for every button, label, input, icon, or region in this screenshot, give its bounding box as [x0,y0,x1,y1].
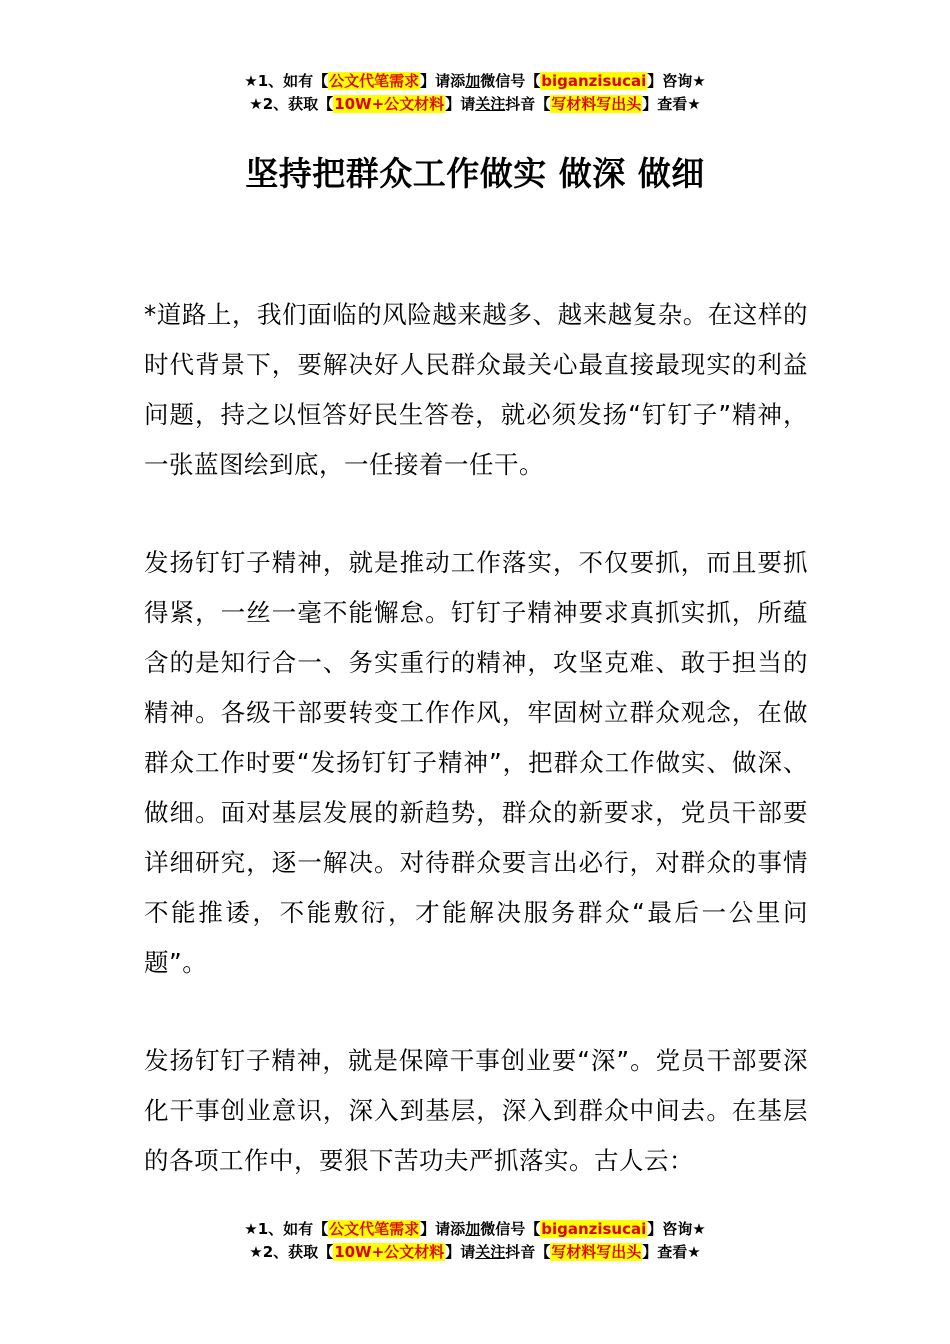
banner-line-1: ★1、如有【公文代笔需求】请添加微信号【biganzisucai】咨询★ [244,1220,706,1238]
highlight-materials: 10W+公文材料 [334,95,445,113]
document-body [144,290,808,1234]
highlight-writing-service: 公文代笔需求 [329,1220,420,1238]
banner-line-2: ★2、获取【10W+公文材料】请关注抖音【写材料写出头】查看★ [249,1243,701,1261]
paragraph: 发扬钉钉子精神，就是推动工作落实，不仅要抓，而且要抓得紧，一丝一毫不能懈怠。钉钉子精神要求真抓实抓，所蕴含的是知行合一、务实重行的精神，攻坚克难、敢于担当的精神。各级干部要转变工作作风，牢固树立群众观念，在做群众工作时要“发扬钉钉子精神”，把群众工作做实、做深、做细。面对基层发展的新趋势，群众的新要求，党员干部要详细研究，逐一解决。对待群众要言出必行，对群众的事情不能推诿，不能敷衍，才能解决服务群众“最后一公里问题”。 [144,548,808,977]
paragraph: 发扬钉钉子精神，就是保障干事创业要“深”。党员干部要深化干事创业意识，深入到基层，深入到群众中间去。在基层的各项工作中，要狠下苦功夫严抓落实。古人云： [144,1046,808,1175]
document-title: 坚持把群众工作做实 做深 做细 [245,154,705,193]
paragraph: *道路上，我们面临的风险越来越多、越来越复杂。在这样的时代背景下，要解决好人民群众最关心最直接最现实的利益问题，持之以恒答好民生答卷，就必须发扬“钉钉子”精神，一张蓝图绘到底，一任接着一任干。 [144,300,808,479]
header-banner [0,70,950,116]
highlight-wechat-id: biganzisucai [541,1220,647,1238]
banner-line-1: ★1、如有【公文代笔需求】请添加微信号【biganzisucai】咨询★ [244,72,706,90]
highlight-douyin-account: 写材料写出头 [551,95,642,113]
banner-line-2: ★2、获取【10W+公文材料】请关注抖音【写材料写出头】查看★ [249,95,701,113]
highlight-douyin-account: 写材料写出头 [551,1243,642,1261]
highlight-wechat-id: biganzisucai [541,72,647,90]
highlight-writing-service: 公文代笔需求 [329,72,420,90]
footer-banner [0,1218,950,1264]
highlight-materials: 10W+公文材料 [334,1243,445,1261]
